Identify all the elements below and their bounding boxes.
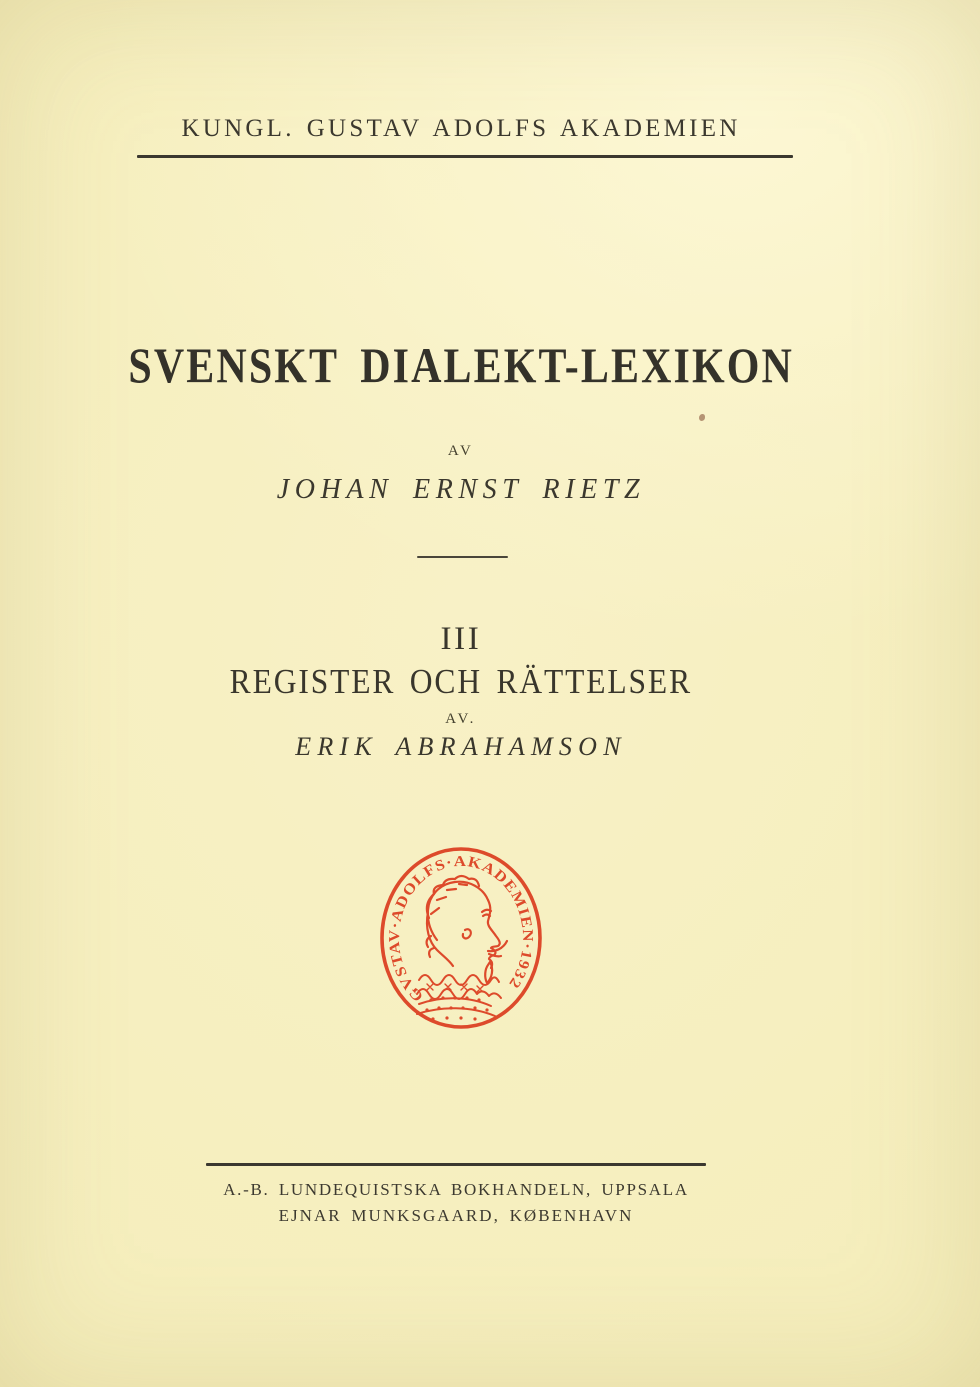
part-title-text: REGISTER OCH RÄTTELSER — [229, 662, 693, 701]
gustav-adolf-portrait — [417, 876, 507, 1021]
book-title — [0, 337, 922, 393]
seal-legend: GVSTAV·ADOLFS·AKADEMIEN·1932 — [386, 853, 536, 1005]
imprint-rule — [206, 1163, 706, 1166]
publisher-header: KUNGL. GUSTAV ADOLFS AKADEMIEN — [181, 115, 741, 142]
part-byline-label: AV. — [445, 711, 477, 727]
byline-label: AV — [447, 443, 475, 459]
academy-seal — [361, 827, 561, 1049]
part-author: ERIK ABRAHAMSON — [295, 732, 627, 761]
book-title-text: SVENSKT DIALEKT-LEXIKON — [128, 337, 794, 393]
scan-speck — [699, 414, 705, 421]
imprint-line-1: A.-B. LUNDEQUISTSKA BOKHANDELN, UPPSALA — [223, 1180, 689, 1199]
part-number: III — [440, 621, 482, 657]
divider-rule — [417, 556, 508, 558]
header-rule — [137, 155, 793, 158]
book-author: JOHAN ERNST RIETZ — [276, 474, 646, 505]
part-title — [0, 664, 922, 699]
imprint-line-2: EJNAR MUNKSGAARD, KØBENHAVN — [278, 1206, 634, 1225]
